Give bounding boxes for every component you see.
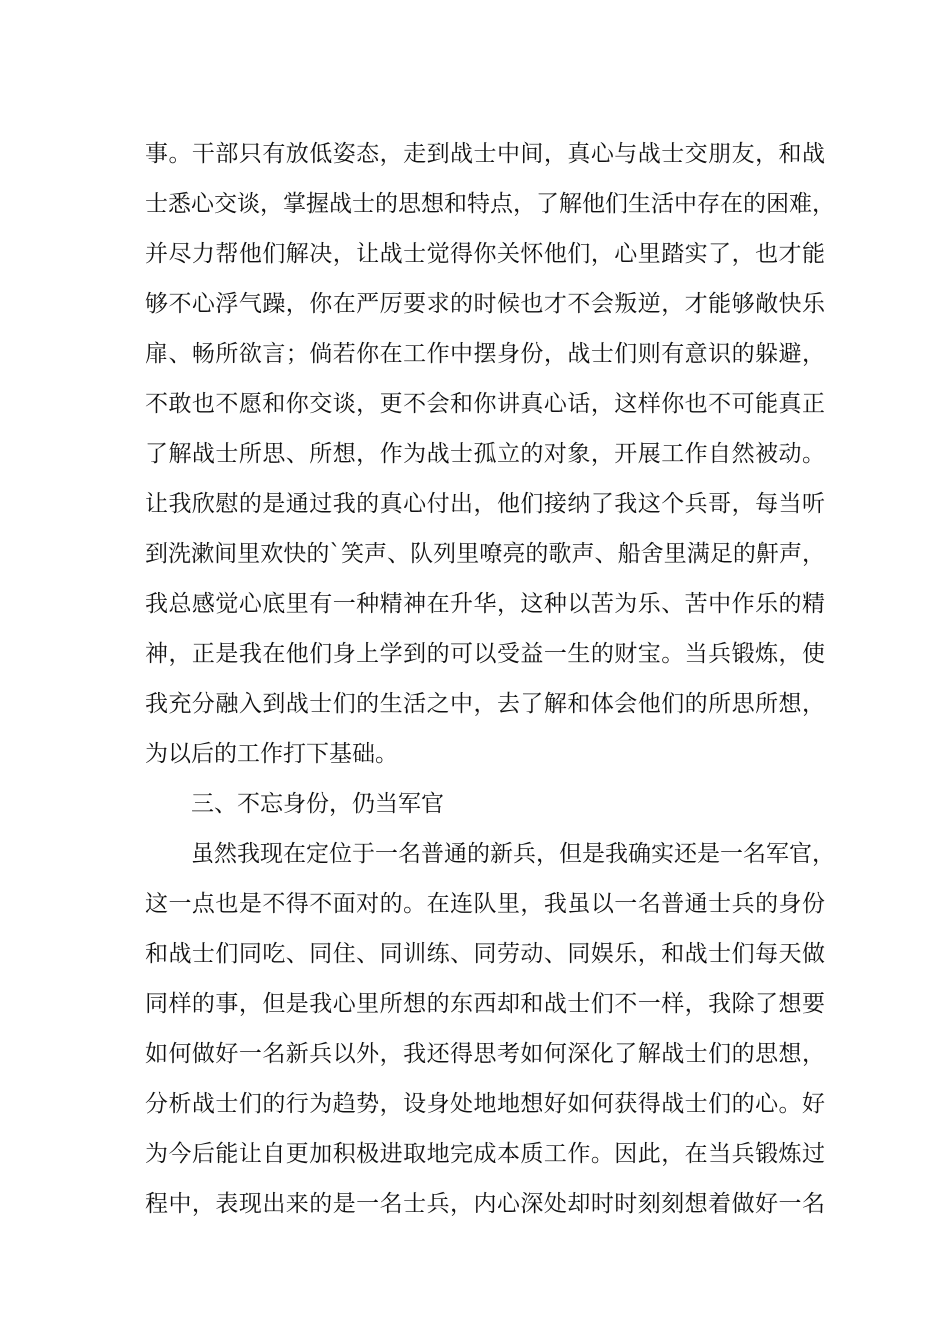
text-line: 士悉心交谈，掌握战士的思想和特点，了解他们生活中存在的困难，	[145, 191, 835, 217]
text-line: 事。干部只有放低姿态，走到战士中间，真心与战士交朋友，和战	[145, 141, 825, 167]
text-line: 扉、畅所欲言；倘若你在工作中摆身份，战士们则有意识的躲避，	[145, 341, 825, 367]
text-line: 了解战士所思、所想，作为战士孤立的对象，开展工作自然被动。	[145, 441, 825, 467]
text-line: 并尽力帮他们解决，让战士觉得你关怀他们，心里踏实了，也才能	[145, 241, 825, 267]
text-line: 神，正是我在他们身上学到的可以受益一生的财宝。当兵锻炼，使	[145, 641, 825, 667]
paragraph-end-line: 为以后的工作打下基础。	[145, 741, 398, 767]
paragraph-first-line: 虽然我现在定位于一名普通的新兵，但是我确实还是一名军官，	[191, 841, 835, 867]
text-line: 分析战士们的行为趋势，设身处地地想好如何获得战士们的心。好	[145, 1091, 825, 1117]
text-line: 我充分融入到战士们的生活之中，去了解和体会他们的所思所想，	[145, 691, 825, 717]
text-line: 程中，表现出来的是一名士兵，内心深处却时时刻刻想着做好一名	[145, 1191, 825, 1217]
text-line: 到洗漱间里欢快的`笑声、队列里嘹亮的歌声、船舍里满足的鼾声，	[145, 541, 825, 567]
text-line: 够不心浮气躁，你在严厉要求的时候也才不会叛逆，才能够敞快乐	[145, 291, 825, 317]
text-line: 我总感觉心底里有一种精神在升华，这种以苦为乐、苦中作乐的精	[145, 591, 825, 617]
document-body	[145, 129, 835, 1229]
text-line: 同样的事，但是我心里所想的东西却和战士们不一样，我除了想要	[145, 991, 825, 1017]
text-line: 这一点也是不得不面对的。在连队里，我虽以一名普通士兵的身份	[145, 891, 825, 917]
text-line: 让我欣慰的是通过我的真心付出，他们接纳了我这个兵哥，每当听	[145, 491, 825, 517]
text-line: 如何做好一名新兵以外，我还得思考如何深化了解战士们的思想，	[145, 1041, 825, 1067]
text-line: 和战士们同吃、同住、同训练、同劳动、同娱乐，和战士们每天做	[145, 941, 825, 967]
section-heading: 三、不忘身份，仍当军官	[191, 791, 444, 817]
text-line: 为今后能让自更加积极进取地完成本质工作。因此，在当兵锻炼过	[145, 1141, 825, 1167]
text-line: 不敢也不愿和你交谈，更不会和你讲真心话，这样你也不可能真正	[145, 391, 825, 417]
